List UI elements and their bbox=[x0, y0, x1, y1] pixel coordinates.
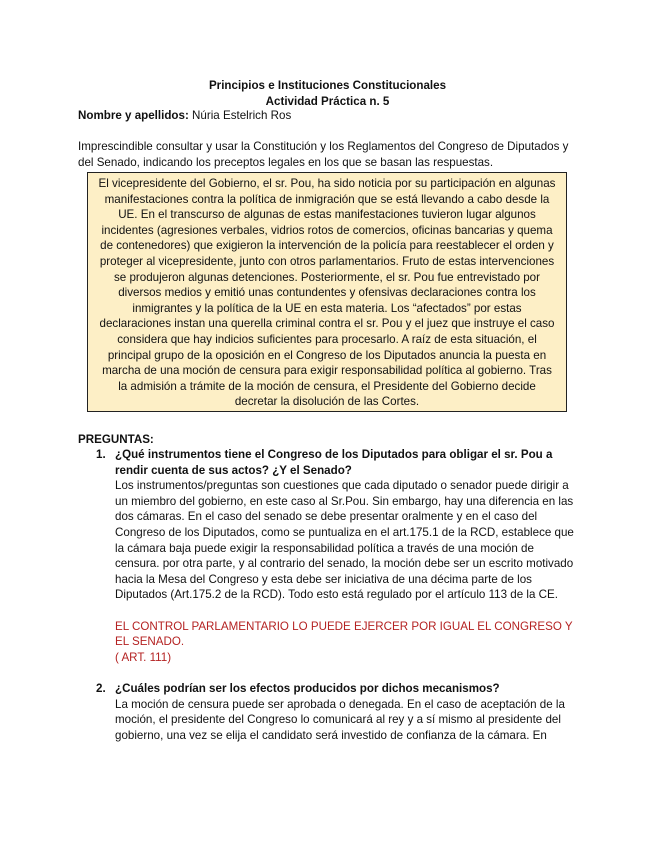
correction-note bbox=[115, 619, 576, 666]
questions-heading: PREGUNTAS: bbox=[78, 433, 154, 446]
answer-text: Los instrumentos/preguntas son cuestiones que cada diputado o senador puede dirigir a un miembro del gobierno, en este caso al Sr.Pou. Sin embargo, hay una diferencia en las dos cámaras. En el caso del senado se debe presentar oralmente y en el caso del Congreso de los Diputados, como se puntualiza en el art.175.1 de la RCD, establece que la cámara baja puede exigir la responsabilidad política a través de una moción de censura. por otra parte, y al contrario del senado, la moción debe ser un escrito motivado hacia la Mesa del Congreso y esta debe ser iniciativa de una décima parte de los Diputados (Art.175.2 de la RCD). Todo esto está regulado por el artículo 113 de la CE. bbox=[115, 479, 574, 602]
document-title: Principios e Instituciones Constitucionales bbox=[208, 79, 447, 92]
answer-text: La moción de censura puede ser aprobada o denegada. En el caso de aceptación de la moción, el presidente del Congreso lo comunicará al rey y a sí mismo al presidente del gobierno, una vez se elija el candidato será investido de confianza de la cámara. En bbox=[115, 697, 565, 742]
question-number: 2. bbox=[96, 682, 106, 695]
name-label: Nombre y apellidos: bbox=[78, 109, 189, 122]
student-name-line bbox=[78, 108, 291, 124]
question-text: ¿Cuáles podrían ser los efectos producidos por dichos mecanismos? bbox=[115, 682, 500, 695]
case-statement-box bbox=[87, 172, 567, 412]
question-item bbox=[96, 681, 576, 743]
question-number: 1. bbox=[96, 448, 106, 461]
correction-note-reference: ( ART. 111) bbox=[115, 650, 172, 664]
case-statement-text: El vicepresidente del Gobierno, el sr. Pou, ha sido noticia por su participación en algunas manifestaciones contra la política de inmigración que se está llevando a cabo desde la UE. En el transcurso de algunas de estas manifestaciones tuvieron lugar algunos incidentes (agresiones verbales, vidrios rotos de comercios, oficinas bancarias y quema de contenedores) que exigieron la intervención de la policía para reestablecer el orden y proteger al vicepresidente, junto con otros parlamentarios. Fruto de estas intervenciones se produjeron algunas detenciones. Posteriormente, el sr. Pou fue entrevistado por diversos medios y emitió unas contundentes y ofensivas declaraciones contra los inmigrantes y la política de la UE en esta materia. Los “afectados” por estas declaraciones instan una querella criminal contra el sr. Pou y el juez que instruye el caso considera que hay indicios suficientes para procesarlo. A raíz de esta situación, el principal grupo de la oposición en el Congreso de los Diputados anuncia la puesta en marcha de una moción de censura para exigir responsabilidad política al gobierno. Tras la admisión a trámite de la moción de censura, el Presidente del Gobierno decide decretar la disolución de las Cortes. bbox=[98, 177, 556, 409]
correction-note-text: EL CONTROL PARLAMENTARIO LO PUEDE EJERCER POR IGUAL EL CONGRESO Y EL SENADO. bbox=[115, 619, 573, 649]
name-value: Núria Estelrich Ros bbox=[188, 109, 292, 122]
question-item bbox=[96, 447, 576, 665]
question-text: ¿Qué instrumentos tiene el Congreso de los Diputados para obligar el sr. Pou a rendir cuenta de sus actos? ¿Y el Senado? bbox=[115, 448, 553, 477]
instructions-paragraph: Imprescindible consultar y usar la Constitución y los Reglamentos del Congreso de Diputados y del Senado, indicando los preceptos legales en los que se basan las respuestas. bbox=[78, 140, 569, 169]
document-subtitle: Actividad Práctica n. 5 bbox=[265, 95, 390, 108]
